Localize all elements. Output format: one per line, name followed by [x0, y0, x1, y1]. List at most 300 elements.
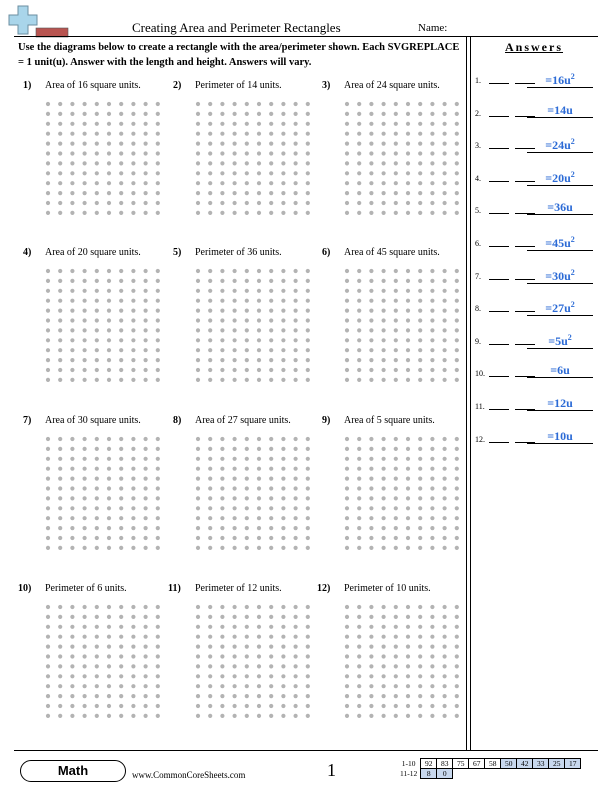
answer-row — [475, 331, 599, 353]
grid-dot — [119, 546, 123, 550]
dot-grid[interactable] — [44, 267, 172, 387]
grid-dot — [443, 536, 447, 540]
grid-dot — [58, 102, 62, 106]
dot-grid[interactable] — [343, 435, 471, 555]
grid-dot — [220, 328, 224, 332]
grid-dot — [345, 112, 349, 116]
grid-dot — [394, 486, 398, 490]
grid-dot — [58, 181, 62, 185]
grid-dot — [107, 318, 111, 322]
grid-dot — [156, 181, 160, 185]
grid-dot — [119, 645, 123, 649]
grid-dot — [58, 328, 62, 332]
grid-dot — [357, 191, 361, 195]
grid-dot — [382, 496, 386, 500]
grid-dot — [418, 328, 422, 332]
grid-dot — [58, 486, 62, 490]
grid-dot — [233, 457, 237, 461]
grid-dot — [455, 211, 459, 215]
grid-dot — [281, 625, 285, 629]
grid-dot — [269, 605, 273, 609]
grid-dot — [83, 625, 87, 629]
grid-dot — [430, 694, 434, 698]
grid-dot — [208, 142, 212, 146]
grid-dot — [357, 328, 361, 332]
grid-dot — [245, 161, 249, 165]
grid-dot — [369, 467, 373, 471]
grid-dot — [46, 457, 50, 461]
grid-dot — [83, 151, 87, 155]
grid-dot — [131, 625, 135, 629]
grid-dot — [245, 467, 249, 471]
grid-dot — [443, 318, 447, 322]
grid-dot — [369, 496, 373, 500]
grid-dot — [156, 328, 160, 332]
answer-number: 2. — [475, 108, 481, 118]
grid-dot — [220, 211, 224, 215]
grid-dot — [107, 289, 111, 293]
grid-dot — [70, 654, 74, 658]
grid-dot — [245, 546, 249, 550]
grid-dot — [131, 437, 135, 441]
grid-dot — [46, 506, 50, 510]
grid-dot — [306, 358, 310, 362]
grid-dot — [107, 328, 111, 332]
grid-dot — [306, 348, 310, 352]
grid-dot — [208, 299, 212, 303]
grid-dot — [430, 645, 434, 649]
dot-grid[interactable] — [194, 435, 322, 555]
grid-dot — [369, 309, 373, 313]
grid-dot — [406, 546, 410, 550]
grid-dot — [208, 714, 212, 718]
grid-dot — [406, 171, 410, 175]
grid-dot — [418, 122, 422, 126]
grid-dot — [394, 546, 398, 550]
grid-dot — [95, 704, 99, 708]
grid-dot — [233, 191, 237, 195]
grid-dot — [233, 496, 237, 500]
grid-dot — [156, 625, 160, 629]
answer-blank[interactable] — [489, 246, 509, 247]
grid-dot — [46, 112, 50, 116]
grid-dot — [455, 368, 459, 372]
grid-dot — [83, 201, 87, 205]
grid-dot — [95, 368, 99, 372]
grid-dot — [156, 142, 160, 146]
grid-dot — [220, 378, 224, 382]
answer-blank[interactable] — [489, 344, 509, 345]
grid-dot — [257, 654, 261, 658]
grid-dot — [233, 664, 237, 668]
grid-dot — [257, 309, 261, 313]
grid-dot — [46, 615, 50, 619]
grid-dot — [119, 684, 123, 688]
grid-dot — [430, 654, 434, 658]
answer-exponent: 2 — [570, 169, 575, 179]
grid-dot — [220, 289, 224, 293]
grid-dot — [306, 437, 310, 441]
grid-dot — [131, 328, 135, 332]
grid-dot — [394, 625, 398, 629]
dot-grid[interactable] — [194, 267, 322, 387]
grid-dot — [208, 289, 212, 293]
grid-dot — [58, 309, 62, 313]
grid-dot — [196, 132, 200, 136]
grid-dot — [156, 654, 160, 658]
grid-dot — [306, 486, 310, 490]
grid-dot — [233, 625, 237, 629]
grid-dot — [95, 122, 99, 126]
grid-dot — [455, 279, 459, 283]
grid-dot — [294, 467, 298, 471]
grid-dot — [245, 318, 249, 322]
grid-dot — [394, 447, 398, 451]
grid-dot — [58, 338, 62, 342]
grid-dot — [70, 546, 74, 550]
grid-dot — [306, 171, 310, 175]
answer-blank[interactable] — [489, 148, 509, 149]
grid-dot — [345, 171, 349, 175]
grid-dot — [406, 664, 410, 668]
dot-grid[interactable] — [194, 603, 322, 723]
grid-dot — [382, 328, 386, 332]
grid-dot — [306, 496, 310, 500]
grid-dot — [281, 714, 285, 718]
grid-dot — [245, 605, 249, 609]
grid-dot — [269, 181, 273, 185]
problem-number: 9) — [322, 415, 331, 426]
grid-dot — [257, 457, 261, 461]
grid-dot — [369, 526, 373, 530]
grid-dot — [406, 151, 410, 155]
grid-dot — [357, 112, 361, 116]
grid-dot — [306, 299, 310, 303]
grid-dot — [406, 437, 410, 441]
score-cell: 67 — [469, 759, 485, 769]
grid-dot — [382, 625, 386, 629]
grid-dot — [345, 496, 349, 500]
grid-dot — [119, 704, 123, 708]
grid-dot — [406, 506, 410, 510]
grid-dot — [345, 704, 349, 708]
grid-dot — [294, 142, 298, 146]
grid-dot — [95, 625, 99, 629]
grid-dot — [306, 289, 310, 293]
grid-dot — [369, 714, 373, 718]
grid-dot — [345, 684, 349, 688]
grid-dot — [58, 151, 62, 155]
grid-dot — [294, 506, 298, 510]
grid-dot — [306, 142, 310, 146]
grid-dot — [357, 368, 361, 372]
grid-dot — [196, 279, 200, 283]
grid-dot — [107, 654, 111, 658]
grid-dot — [70, 122, 74, 126]
grid-dot — [119, 348, 123, 352]
grid-dot — [357, 102, 361, 106]
grid-dot — [245, 714, 249, 718]
grid-dot — [131, 536, 135, 540]
grid-dot — [196, 477, 200, 481]
grid-dot — [208, 181, 212, 185]
grid-dot — [369, 506, 373, 510]
answer-blank[interactable] — [489, 83, 509, 84]
grid-dot — [406, 605, 410, 609]
grid-dot — [233, 269, 237, 273]
grid-dot — [394, 328, 398, 332]
grid-dot — [46, 694, 50, 698]
grid-dot — [406, 142, 410, 146]
grid-dot — [95, 437, 99, 441]
grid-dot — [418, 299, 422, 303]
grid-dot — [119, 318, 123, 322]
answer-exponent: 2 — [570, 267, 575, 277]
grid-dot — [208, 496, 212, 500]
grid-dot — [156, 309, 160, 313]
grid-dot — [233, 318, 237, 322]
grid-dot — [144, 674, 148, 678]
grid-dot — [233, 516, 237, 520]
grid-dot — [430, 289, 434, 293]
grid-dot — [345, 279, 349, 283]
grid-dot — [418, 516, 422, 520]
grid-dot — [257, 714, 261, 718]
grid-dot — [369, 546, 373, 550]
grid-dot — [107, 279, 111, 283]
answer-blank[interactable] — [489, 116, 509, 117]
grid-dot — [208, 526, 212, 530]
grid-dot — [281, 161, 285, 165]
dot-grid[interactable] — [44, 435, 172, 555]
grid-dot — [443, 299, 447, 303]
grid-dot — [46, 378, 50, 382]
grid-dot — [394, 674, 398, 678]
grid-dot — [119, 605, 123, 609]
grid-dot — [144, 457, 148, 461]
grid-dot — [294, 645, 298, 649]
grid-dot — [220, 201, 224, 205]
answer-value — [527, 266, 593, 284]
grid-dot — [281, 694, 285, 698]
grid-dot — [455, 486, 459, 490]
dot-grid[interactable] — [343, 267, 471, 387]
grid-dot — [70, 516, 74, 520]
grid-dot — [394, 368, 398, 372]
grid-dot — [119, 142, 123, 146]
answer-value-text: =14u — [547, 102, 573, 117]
grid-dot — [131, 506, 135, 510]
grid-dot — [245, 102, 249, 106]
grid-dot — [156, 645, 160, 649]
answer-blank[interactable] — [489, 181, 509, 182]
grid-dot — [208, 605, 212, 609]
grid-dot — [281, 546, 285, 550]
grid-dot — [269, 694, 273, 698]
grid-dot — [455, 171, 459, 175]
grid-dot — [455, 605, 459, 609]
grid-dot — [58, 269, 62, 273]
grid-dot — [46, 211, 50, 215]
grid-dot — [357, 605, 361, 609]
grid-dot — [357, 615, 361, 619]
grid-dot — [131, 654, 135, 658]
grid-dot — [208, 348, 212, 352]
grid-dot — [345, 526, 349, 530]
grid-dot — [394, 358, 398, 362]
score-cell: 75 — [453, 759, 469, 769]
grid-dot — [294, 714, 298, 718]
grid-dot — [443, 714, 447, 718]
grid-dot — [233, 635, 237, 639]
grid-dot — [58, 201, 62, 205]
grid-dot — [394, 112, 398, 116]
grid-dot — [119, 328, 123, 332]
grid-dot — [281, 102, 285, 106]
grid-dot — [357, 457, 361, 461]
grid-dot — [257, 142, 261, 146]
grid-dot — [220, 477, 224, 481]
grid-dot — [83, 645, 87, 649]
grid-dot — [306, 615, 310, 619]
grid-dot — [306, 328, 310, 332]
grid-dot — [58, 605, 62, 609]
grid-dot — [233, 437, 237, 441]
grid-dot — [46, 654, 50, 658]
dot-grid[interactable] — [44, 100, 172, 220]
grid-dot — [245, 309, 249, 313]
grid-dot — [455, 526, 459, 530]
grid-dot — [46, 645, 50, 649]
answer-blank[interactable] — [489, 279, 509, 280]
grid-dot — [196, 506, 200, 510]
grid-dot — [58, 477, 62, 481]
grid-dot — [131, 191, 135, 195]
grid-dot — [245, 645, 249, 649]
answer-blank[interactable] — [489, 409, 509, 410]
grid-dot — [220, 318, 224, 322]
grid-dot — [294, 328, 298, 332]
grid-dot — [294, 171, 298, 175]
grid-dot — [269, 536, 273, 540]
grid-dot — [418, 378, 422, 382]
dot-grid[interactable] — [343, 603, 471, 723]
grid-dot — [306, 211, 310, 215]
grid-dot — [430, 132, 434, 136]
grid-dot — [46, 684, 50, 688]
grid-dot — [95, 546, 99, 550]
grid-dot — [294, 625, 298, 629]
grid-dot — [95, 328, 99, 332]
grid-dot — [58, 615, 62, 619]
grid-dot — [345, 605, 349, 609]
grid-dot — [369, 625, 373, 629]
grid-dot — [233, 526, 237, 530]
grid-dot — [257, 102, 261, 106]
grid-dot — [156, 378, 160, 382]
answer-blank[interactable] — [489, 311, 509, 312]
grid-dot — [281, 378, 285, 382]
grid-dot — [95, 635, 99, 639]
dot-grid[interactable] — [343, 100, 471, 220]
grid-dot — [58, 516, 62, 520]
grid-dot — [418, 132, 422, 136]
grid-dot — [269, 328, 273, 332]
dot-grid[interactable] — [194, 100, 322, 220]
answer-number: 8. — [475, 304, 481, 314]
grid-dot — [281, 447, 285, 451]
grid-dot — [107, 102, 111, 106]
grid-dot — [394, 289, 398, 293]
grid-dot — [430, 526, 434, 530]
score-cell: 50 — [501, 759, 517, 769]
grid-dot — [119, 496, 123, 500]
grid-dot — [306, 714, 310, 718]
grid-dot — [357, 664, 361, 668]
grid-dot — [220, 536, 224, 540]
grid-dot — [443, 477, 447, 481]
grid-dot — [144, 358, 148, 362]
grid-dot — [294, 437, 298, 441]
grid-dot — [269, 102, 273, 106]
grid-dot — [144, 704, 148, 708]
grid-dot — [455, 694, 459, 698]
grid-dot — [418, 714, 422, 718]
grid-dot — [196, 142, 200, 146]
answer-blank[interactable] — [489, 376, 509, 377]
grid-dot — [294, 546, 298, 550]
grid-dot — [269, 318, 273, 322]
grid-dot — [382, 181, 386, 185]
answer-row — [475, 103, 599, 125]
grid-dot — [131, 674, 135, 678]
grid-dot — [70, 437, 74, 441]
answer-blank[interactable] — [489, 213, 509, 214]
grid-dot — [83, 664, 87, 668]
answer-value-text: =45u — [545, 236, 571, 250]
grid-dot — [144, 279, 148, 283]
grid-dot — [281, 477, 285, 481]
grid-dot — [357, 516, 361, 520]
grid-dot — [58, 447, 62, 451]
grid-dot — [269, 635, 273, 639]
grid-dot — [144, 496, 148, 500]
grid-dot — [281, 358, 285, 362]
grid-dot — [83, 526, 87, 530]
grid-dot — [306, 338, 310, 342]
grid-dot — [394, 467, 398, 471]
score-row — [398, 759, 581, 769]
grid-dot — [70, 447, 74, 451]
grid-dot — [257, 486, 261, 490]
grid-dot — [455, 348, 459, 352]
grid-dot — [220, 615, 224, 619]
grid-dot — [233, 486, 237, 490]
grid-dot — [233, 358, 237, 362]
answer-blank[interactable] — [489, 442, 509, 443]
grid-dot — [196, 605, 200, 609]
grid-dot — [196, 645, 200, 649]
grid-dot — [406, 654, 410, 658]
grid-dot — [107, 516, 111, 520]
grid-dot — [257, 605, 261, 609]
grid-dot — [345, 309, 349, 313]
grid-dot — [245, 151, 249, 155]
grid-dot — [430, 704, 434, 708]
grid-dot — [345, 477, 349, 481]
dot-grid[interactable] — [44, 603, 172, 723]
grid-dot — [95, 112, 99, 116]
